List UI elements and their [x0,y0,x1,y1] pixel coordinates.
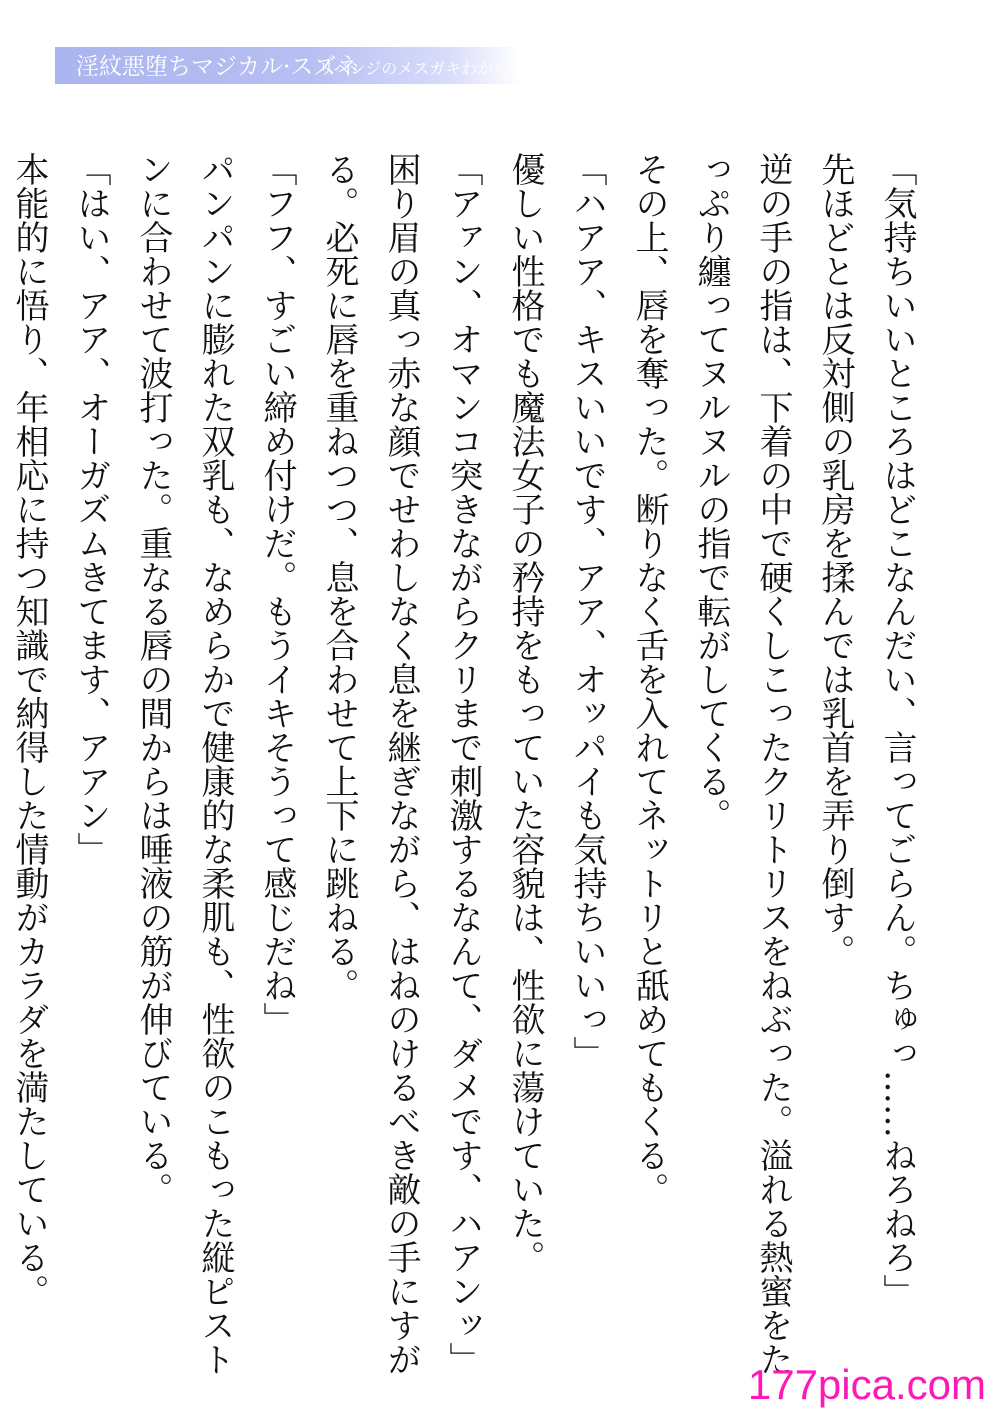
paragraph: 「気持ちいいところはどこなんだい、言ってごらん。ちゅっ……ねろねろ」 [877,152,917,1308]
paragraph: その上、唇を奪った。断りなく舌を入れてネットリと舐めてもくる。 [629,152,669,1206]
vertical-body-text [0,152,928,1402]
paragraph: 「アァン、オマンコ突きながらクリまで刺激するなんて、ダメです、ハアンッ」 [443,152,483,1376]
book-title: 淫紋悪堕ちマジカル·スズネ [76,54,360,80]
paragraph: 逆の手の指は、下着の中で硬くしこったクリトリスをねぶった。溢れる熱蜜をたっぷり纏ってヌルヌルの指で転がしてくる。 [691,152,793,1376]
paragraph: 本能的に悟り、年相応に持つ知識で納得した情動がカラダを満たしている。 [9,152,49,1308]
paragraph: 困り眉の真っ赤な顔でせわしなく息を継ぎながら、はねのけるべき敵の手にすがる。必死に唇を重ねつつ、息を合わせて上下に跳ねる。 [319,152,421,1376]
paragraph: 先ほどとは反対側の乳房を揉んでは乳首を弄り倒す。 [815,152,855,968]
paragraph: 優しい性格でも魔法女子の矜持をもっていた容貌は、性欲に蕩けていた。 [505,152,545,1274]
paragraph: 「フフ、すごい締め付けだ。もうイキそうって感じだね」 [257,152,297,1036]
book-subtitle: リベンジのメスガキわからせ [318,59,525,78]
paragraph: パンパンに膨れた双乳も、なめらかで健康的な柔肌も、性欲のこもった縦ピストンに合わせて波打った。重なる唇の間からは唾液の筋が伸びている。 [133,152,235,1376]
paragraph: 「はい、アア、オーガズムきてます、アアン」 [71,152,111,866]
site-watermark: 177pica.com [747,1361,986,1408]
paragraph: 「ハアア、キスいいです、アア、オッパイも気持ちいいっ」 [567,152,607,1070]
